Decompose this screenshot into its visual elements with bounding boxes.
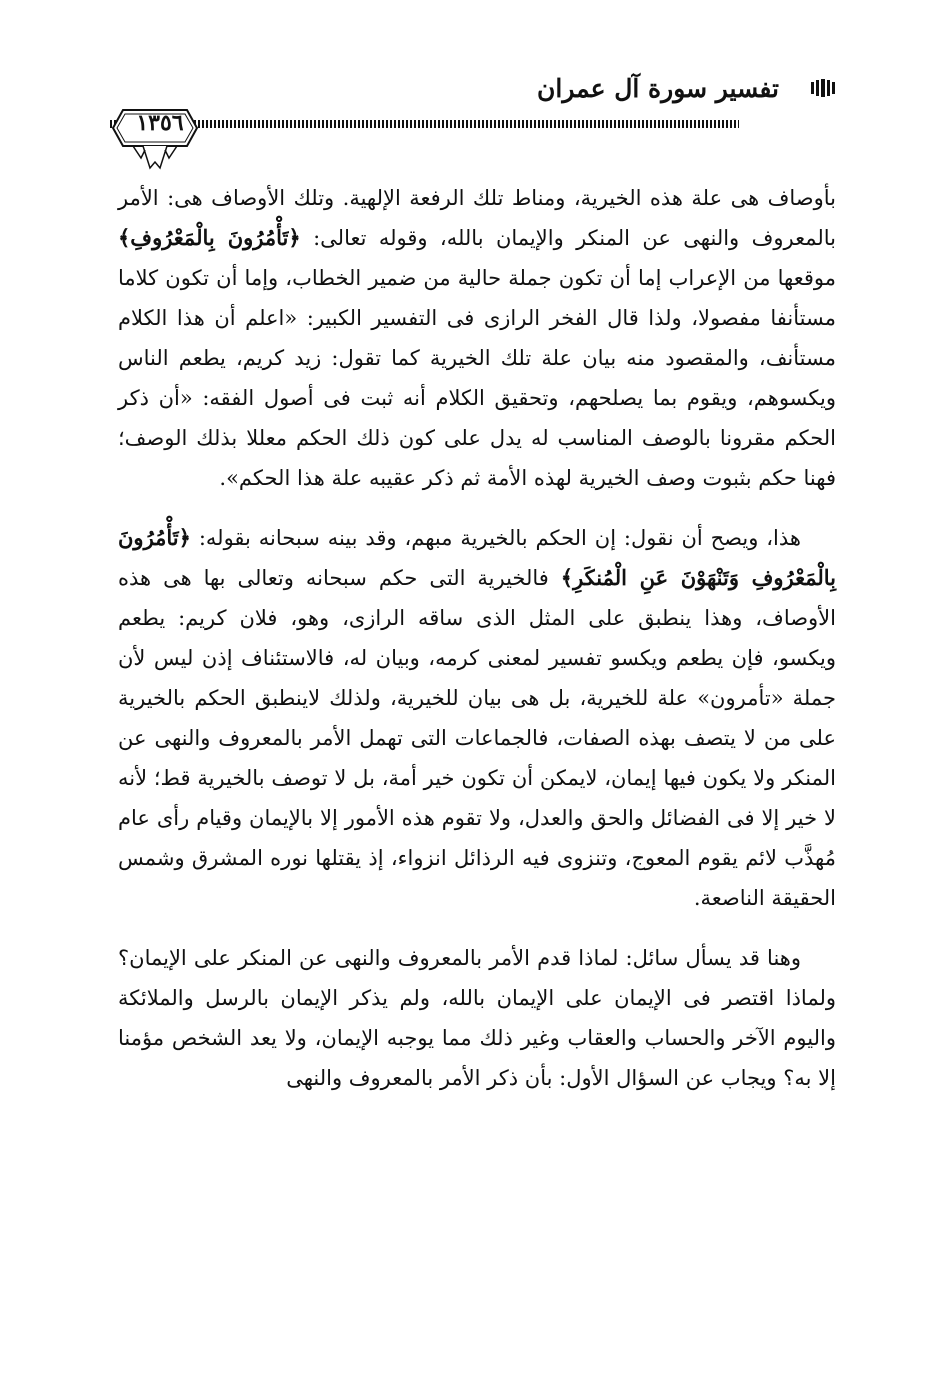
running-title: تفسير سورة آل عمران: [537, 74, 779, 103]
ornament-icon: [809, 78, 839, 98]
paragraph: [118, 518, 836, 918]
text-segment: هذا، ويصح أن نقول: إن الحكم بالخيرية مبهم، وقد بينه سبحانه بقوله:: [190, 526, 801, 550]
page-header: [110, 68, 839, 136]
text-segment: وهنا قد يسأل سائل: لماذا قدم الأمر بالمعروف والنهى عن المنكر على الإيمان؟ ولماذا اقتصر فى الإيمان على الإيمان بالله، ولم يذكر الإيمان بالرسل والملائكة واليوم الآخر والحساب والعقاب وغير ذلك مما يوجبه الإيمان، ولا يعد الشخص مؤمنا إلا به؟ ويجاب عن السؤال الأول: بأن ذكر الأمر بالمعروف والنهى: [118, 946, 836, 1090]
text-segment: موقعها من الإعراب إما أن تكون جملة حالية من ضمير الخطاب، وإما أن تكون كلاما مستأنفا مفصولا، ولذا قال الفخر الرازى فى التفسير الكبير: «اعلم أن هذا الكلام مستأنف، والمقصود منه بيان علة تلك الخيرية كما تقول: زيد كريم، يطعم الناس ويكسوهم، ويقوم بما يصلحهم، وتحقيق الكلام أنه ثبت فى أصول الفقه: «أن ذكر الحكم مقرونا بالوصف المناسب له يدل على كون ذلك الحكم معللا بذلك الوصف؛ فهنا حكم بثبوت وصف الخيرية لهذه الأمة ثم ذكر عقيبه علة هذا الحكم».: [118, 266, 836, 490]
page-body: [118, 178, 836, 1098]
text-segment: بأوصاف هى علة هذه الخيرية، ومناط تلك الرفعة الإلهية. وتلك الأوصاف هى: الأمر بالمعروف والنهى عن المنكر والإيمان بالله، وقوله تعالى:: [118, 186, 836, 250]
paragraph: [118, 938, 836, 1098]
text-segment: فالخيرية التى حكم سبحانه وتعالى بها هى هذه الأوصاف، وهذا ينطبق على المثل الذى ساقه الرازى، وهو، فلان كريم: يطعم ويكسو، فإن يطعم ويكسو تفسير لمعنى كرمه، وبيان له، فالاستئناف إذن ليس لأن جملة «تأمرون» علة للخيرية، بل هى بيان للخيرية، ولذلك لاينطبق الحكم بالخيرية على من لا يتصف بهذه الصفات، فالجماعات التى تهمل الأمر بالمعروف والنهى عن المنكر ولا يكون فيها إيمان، لايمكن أن تكون خير أمة، بل لا توصف بالخيرية قط؛ لأنه لا خير إلا فى الفضائل والحق والعدل، ولا تقوم هذه الأمور إلا بالإيمان وقيام رأى عام مُهذَّب لائم يقوم المعوج، وتنزوى فيه الرذائل انزواء، إذ يقتلها نوره المشرق وشمس الحقيقة الناصعة.: [118, 566, 836, 910]
page-number: ١٣٥٦: [136, 110, 184, 136]
paragraph: [118, 178, 836, 498]
quran-verse: ﴿تَأْمُرُونَ بِالْمَعْرُوفِ﴾: [118, 225, 301, 250]
quran-verse: ﴿تَأْمُرُونَ بِالْمَعْرُوفِ وَتَنْهَوْنَ عَنِ الْمُنكَرِ﴾: [118, 525, 836, 590]
